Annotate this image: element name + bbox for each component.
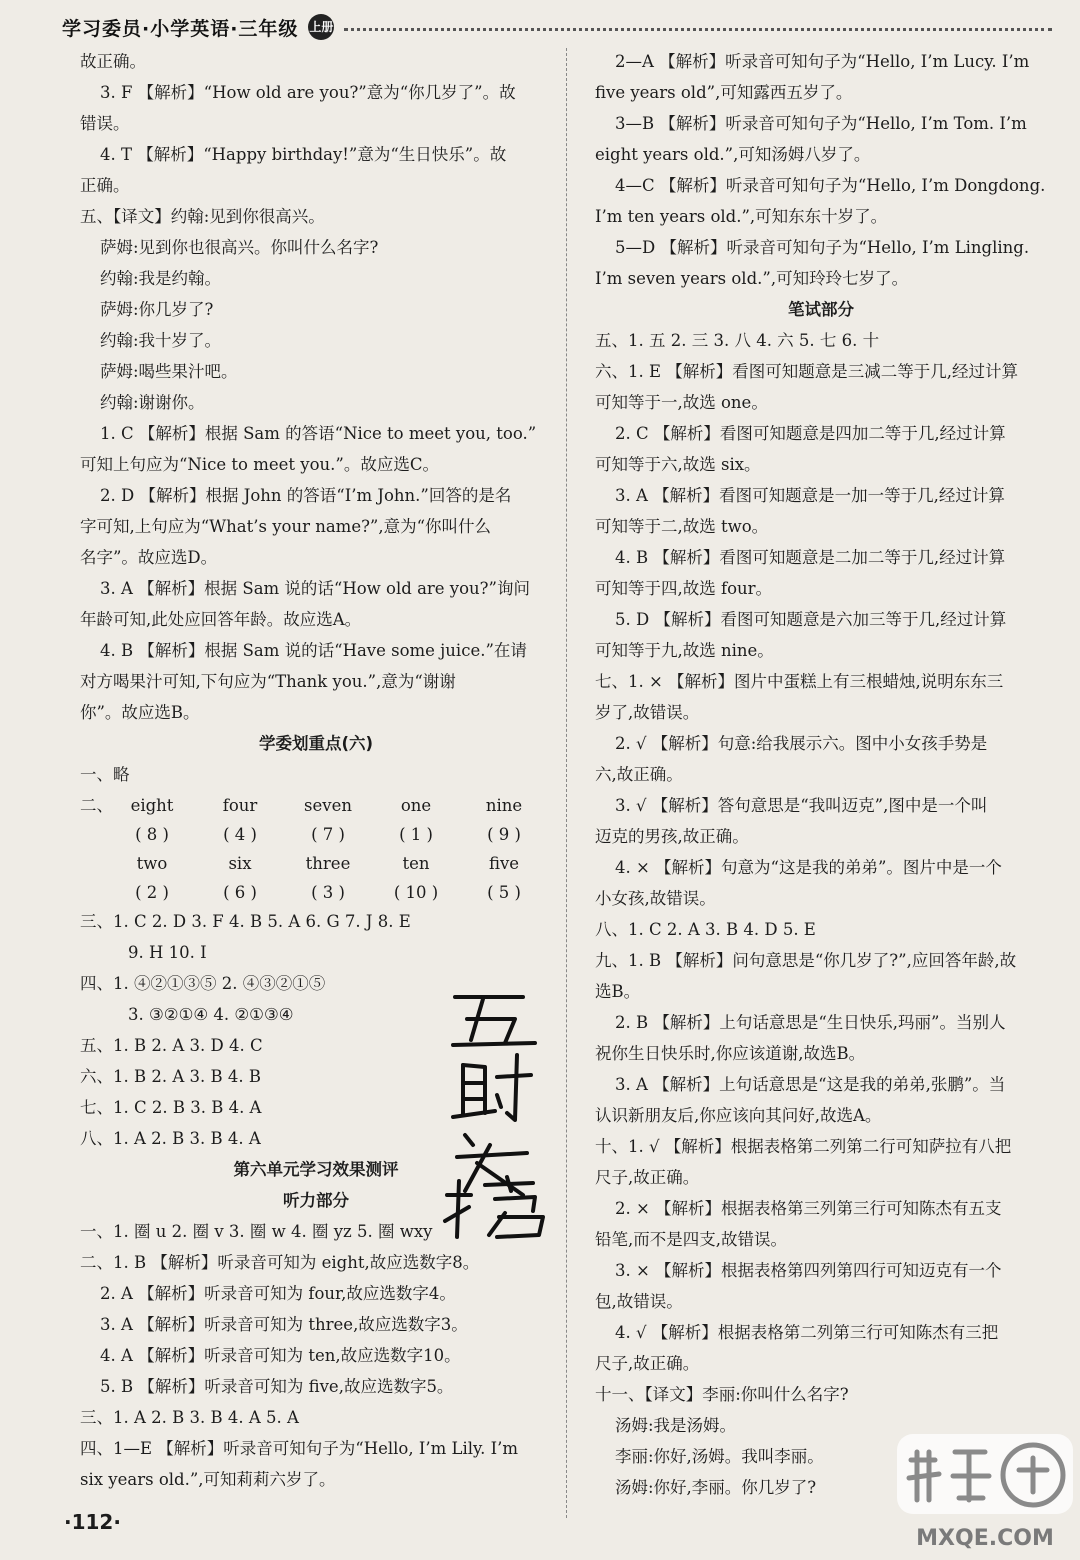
left-listening-line: 2. A 【解析】听录音可知为 four,故应选数字4。 [100,1284,456,1303]
left-column-line: 2. D 【解析】根据 John 的答语“I’m John.”回答的是名 [100,486,512,505]
volume-badge: 上册 [308,14,334,40]
right-column-bottom-line: 可知等于一,故选 one。 [595,393,768,412]
left-column-line: 约翰:谢谢你。 [100,393,205,412]
right-column-bottom-line: 2. √ 【解析】句意:给我展示六。图中小女孩手势是 [615,734,988,753]
left-column-line: 萨姆:喝些果汁吧。 [100,362,238,381]
right-column-bottom-line: 2. × 【解析】根据表格第三列第三行可知陈杰有五支 [615,1199,1002,1218]
right-column-bottom-line: 3. √ 【解析】答句意思是“我叫迈克”,图中是一个叫 [615,796,988,815]
page-header [62,10,1052,44]
right-column-bottom-line: 2. B 【解析】上句话意思是“生日快乐,玛丽”。当别人 [615,1013,1006,1032]
right-column-top-line: I’m ten years old.”,可知东东十岁了。 [595,207,888,226]
right-column-bottom-line: 铅笔,而不是四支,故错误。 [595,1230,787,1249]
right-column-bottom-line: 岁了,故错误。 [595,703,700,722]
numbers-table-cell: one [400,796,432,815]
numbers-table-cell: ( 1 ) [399,825,433,844]
numbers-table-cell: ( 4 ) [223,825,257,844]
left-column-line: 对方喝果汁可知,下句应为“Thank you.”,意为“谢谢 [80,672,456,691]
left-column-line: 可知上句应为“Nice to meet you.”。故应选C。 [80,455,439,474]
numbers-table-row [80,819,552,848]
right-column-bottom-line: 十一、【译文】李丽:你叫什么名字? [595,1385,849,1404]
right-column-bottom-line: 包,故错误。 [595,1292,683,1311]
numbers-table-cell: ten [402,854,430,873]
right-column-bottom-line: 六,故正确。 [595,765,683,784]
right-column-bottom-line: 李丽:你好,汤姆。我叫李丽。 [615,1447,824,1466]
header-dotted-rule [344,28,1052,31]
numbers-table-lead [80,848,108,877]
numbers-table-cell: five [488,854,520,873]
left-answers-line: 八、1. A 2. B 3. B 4. A [80,1129,261,1148]
right-column-bottom-line: 认识新朋友后,你应该向其问好,故选A。 [595,1106,882,1125]
right-column-bottom-line: 祝你生日快乐时,你应该道谢,故选B。 [595,1044,866,1063]
right-column-bottom-line: 十、1. √ 【解析】根据表格第二列第二行可知萨拉有八把 [595,1137,1012,1156]
left-column-line: 萨姆:你几岁了? [100,300,214,319]
right-column-bottom-line: 3. A 【解析】看图可知题意是一加一等于几,经过计算 [615,486,1005,505]
numbers-table-lead: 二、 [80,796,113,815]
numbers-table-cell: seven [304,796,352,815]
numbers-table-row [80,848,552,877]
numbers-table-cell: ( 3 ) [311,883,345,902]
left-listening-line: 一、1. 圈 u 2. 圈 v 3. 圈 w 4. 圈 yz 5. 圈 wxy [80,1222,433,1241]
right-column-bottom-line: 汤姆:我是汤姆。 [615,1416,737,1435]
left-listening-line: 三、1. A 2. B 3. B 4. A 5. A [80,1408,299,1427]
book-title: 学习委员·小学英语·三年级 [62,17,299,40]
right-column-bottom-line: 5. D 【解析】看图可知题意是六加三等于几,经过计算 [615,610,1007,629]
left-answers-line: 七、1. C 2. B 3. B 4. A [80,1098,262,1117]
numbers-table-cell: ( 2 ) [135,883,169,902]
right-column-top-line: five years old”,可知露西五岁了。 [595,83,853,102]
numbers-table-cell: ( 10 ) [393,883,439,902]
numbers-table-cell: ( 9 ) [487,825,521,844]
page-number: ·112· [64,1510,121,1534]
right-column-bottom-line: 可知等于二,故选 two。 [595,517,769,536]
numbers-table-cell: six [228,854,252,873]
right-column-bottom-line: 六、1. E 【解析】看图可知题意是三减二等于几,经过计算 [595,362,1019,381]
right-column-bottom-line: 2. C 【解析】看图可知题意是四加二等于几,经过计算 [615,424,1006,443]
left-listening-line: 二、1. B 【解析】听录音可知为 eight,故应选数字8。 [80,1253,480,1272]
right-column [595,46,1047,1503]
right-column-bottom-line: 八、1. C 2. A 3. B 4. D 5. E [595,920,816,939]
left-column-line: 错误。 [80,114,130,133]
numbers-table-cell: ( 6 ) [223,883,257,902]
left-answers-line: 三、1. C 2. D 3. F 4. B 5. A 6. G 7. J 8. E [80,912,411,931]
left-column-line: 萨姆:见到你也很高兴。你叫什么名字? [100,238,379,257]
right-column-top-line: 2—A 【解析】听录音可知句子为“Hello, I’m Lucy. I’m [615,52,1030,71]
right-column-bottom-line: 3. × 【解析】根据表格第四列第四行可知迈克有一个 [615,1261,1002,1280]
right-column-top-line: I’m seven years old.”,可知玲玲七岁了。 [595,269,909,288]
section-heading: 第六单元学习效果测评 [233,1160,399,1179]
left-answers-line: 四、1. ④②①③⑤ 2. ④③②①⑤ [80,974,326,993]
handwritten-annotation [435,985,565,1240]
left-column-line: 约翰:我是约翰。 [100,269,222,288]
section-heading: 学委划重点(六) [258,734,374,753]
numbers-table-cell: two [136,854,168,873]
numbers-table-cell: eight [130,796,174,815]
left-answers-line: 9. H 10. I [128,943,207,962]
right-column-bottom-line: 迈克的男孩,故正确。 [595,827,749,846]
right-column-bottom-line: 尺子,故正确。 [595,1168,700,1187]
right-column-bottom-line: 五、1. 五 2. 三 3. 八 4. 六 5. 七 6. 十 [595,331,880,350]
right-column-bottom-line: 九、1. B 【解析】问句意思是“你几岁了?”,应回答年龄,故 [595,951,1017,970]
right-column-top-line: 4—C 【解析】听录音可知句子为“Hello, I’m Dongdong. [615,176,1046,195]
numbers-table-row [80,877,552,906]
right-column-bottom-line: 尺子,故正确。 [595,1354,700,1373]
section-heading: 笔试部分 [788,300,854,319]
numbers-table-cell: four [222,796,258,815]
left-listening-line: 5. B 【解析】听录音可知为 five,故应选数字5。 [100,1377,454,1396]
right-column-bottom-line: 3. A 【解析】上句话意思是“这是我的弟弟,张鹏”。当 [615,1075,1006,1094]
left-column-line: 五、【译文】约翰:见到你很高兴。 [80,207,325,226]
left-after-heading-line: 一、略 [80,765,130,784]
left-answers-line: 3. ③②①④ 4. ②①③④ [128,1005,294,1024]
right-column-top-line: 5—D 【解析】听录音可知句子为“Hello, I’m Lingling. [615,238,1030,257]
left-answers-line: 六、1. B 2. A 3. B 4. B [80,1067,261,1086]
column-divider [566,48,567,1518]
numbers-table-cell: three [305,854,351,873]
right-column-bottom-line: 可知等于九,故选 nine。 [595,641,774,660]
right-column-bottom-line: 可知等于六,故选 six。 [595,455,761,474]
right-column-bottom-line: 4. √ 【解析】根据表格第二列第三行可知陈杰有三把 [615,1323,999,1342]
right-column-top-line: eight years old.”,可知汤姆八岁了。 [595,145,871,164]
numbers-table-lead [80,819,108,848]
right-column-bottom-line: 选B。 [595,982,641,1001]
left-column-line: 名字”。故应选D。 [80,548,218,567]
left-column-line: 3. A 【解析】根据 Sam 说的话“How old are you?”询问 [100,579,530,598]
right-column-bottom-line: 小女孩,故错误。 [595,889,716,908]
left-column-line: 4. B 【解析】根据 Sam 说的话“Have some juice.”在请 [100,641,527,660]
right-column-bottom-line: 七、1. × 【解析】图片中蛋糕上有三根蜡烛,说明东东三 [595,672,1004,691]
numbers-table-lead [80,877,108,906]
left-column-line: 你”。故应选B。 [80,703,200,722]
numbers-table-cell: nine [485,796,523,815]
section-heading: 听力部分 [283,1191,349,1210]
numbers-table-cell: ( 5 ) [487,883,521,902]
right-column-bottom-line: 4. B 【解析】看图可知题意是二加二等于几,经过计算 [615,548,1006,567]
left-column-line: 1. C 【解析】根据 Sam 的答语“Nice to meet you, too.” [100,424,537,443]
left-column-line: 4. T 【解析】“Happy birthday!”意为“生日快乐”。故 [100,145,507,164]
left-column-line: 约翰:我十岁了。 [100,331,222,350]
left-column-line: 字可知,上句应为“What’s your name?”,意为“你叫什么 [80,517,492,536]
watermark-logo [895,1430,1075,1555]
numbers-table-cell: ( 8 ) [135,825,169,844]
left-column-line: 故正确。 [80,52,146,71]
left-listening-line: 4. A 【解析】听录音可知为 ten,故应选数字10。 [100,1346,461,1365]
numbers-table-row [80,790,552,819]
left-column [80,46,552,1495]
left-column-line: 正确。 [80,176,130,195]
left-column-line: 年龄可知,此处应回答年龄。故应选A。 [80,610,362,629]
numbers-table-cell: ( 7 ) [311,825,345,844]
right-column-bottom-line: 4. × 【解析】句意为“这是我的弟弟”。图片中是一个 [615,858,1002,877]
right-column-bottom-line: 汤姆:你好,李丽。你几岁了? [615,1478,817,1497]
right-column-bottom-line: 可知等于四,故选 four。 [595,579,773,598]
right-column-top-line: 3—B 【解析】听录音可知句子为“Hello, I’m Tom. I’m [615,114,1027,133]
left-listening-line: 四、1—E 【解析】听录音可知句子为“Hello, I’m Lily. I’m [80,1439,519,1458]
left-listening-line: six years old.”,可知莉莉六岁了。 [80,1470,336,1489]
left-listening-line: 3. A 【解析】听录音可知为 three,故应选数字3。 [100,1315,468,1334]
svg-text:MXQE.COM: MXQE.COM [916,1526,1054,1551]
left-column-line: 3. F 【解析】“How old are you?”意为“你几岁了”。故 [100,83,516,102]
left-answers-line: 五、1. B 2. A 3. D 4. C [80,1036,263,1055]
